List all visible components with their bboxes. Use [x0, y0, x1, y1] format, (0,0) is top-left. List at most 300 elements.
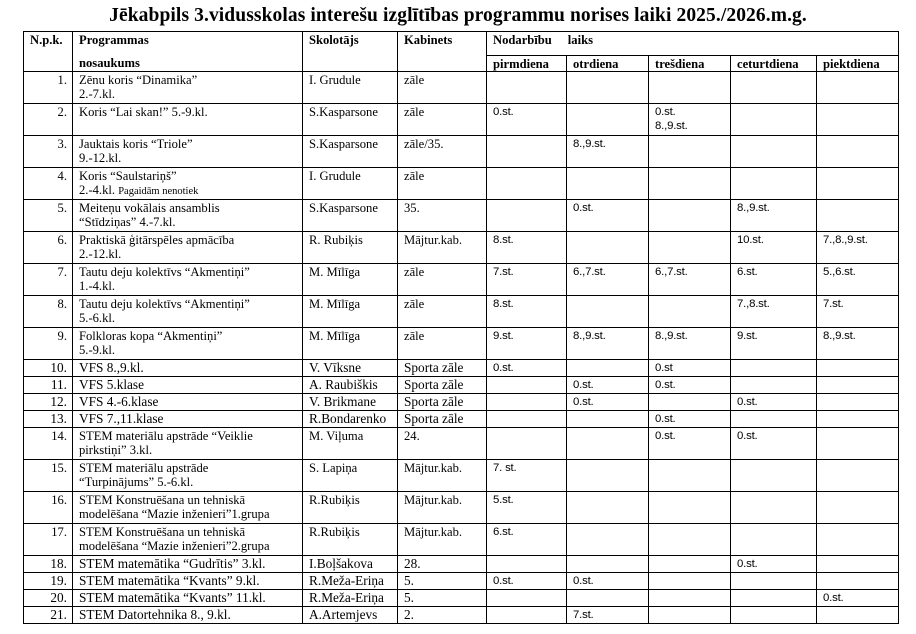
time-cell-thursday [731, 460, 817, 492]
time-cell-monday [487, 168, 567, 200]
lesson-time: 8.,9.st. [655, 330, 688, 342]
program-name-line1: STEM Konstruēšana un tehniskā [79, 493, 246, 507]
program-name-line1: STEM Konstruēšana un tehniskā [79, 525, 246, 539]
table-row [24, 136, 899, 168]
teacher-name: M. Viļuma [303, 428, 398, 460]
time-cell-monday [487, 556, 567, 573]
teacher-name: A. Raubiškis [303, 377, 398, 394]
table-row [24, 492, 899, 524]
program-name-line1: STEM matemātika “Kvants” 9.kl. [79, 573, 260, 588]
time-cell-tuesday [567, 394, 649, 411]
row-number: 17. [24, 524, 73, 556]
time-cell-friday [817, 360, 899, 377]
time-cell-tuesday [567, 492, 649, 524]
program-name-line1: Zēnu koris “Dinamika” [79, 73, 198, 87]
teacher-name: R. Rubiķis [303, 232, 398, 264]
time-cell-friday [817, 607, 899, 624]
time-cell-thursday [731, 394, 817, 411]
header-day-tuesday: otrdiena [567, 56, 649, 72]
time-cell-friday [817, 104, 899, 136]
row-number: 1. [24, 72, 73, 104]
time-cell-wednesday [649, 394, 731, 411]
time-cell-monday [487, 411, 567, 428]
lesson-time: 0.st. [655, 379, 676, 391]
lesson-time: 7.,8.st. [737, 298, 770, 310]
program-name-line1: STEM materiālu apstrāde [79, 461, 209, 475]
lesson-time: 5.st. [493, 494, 514, 506]
header-day-monday: pirmdiena [487, 56, 567, 72]
time-cell-monday [487, 492, 567, 524]
time-cell-friday [817, 72, 899, 104]
lesson-time: 10.st. [737, 234, 764, 246]
program-name [73, 607, 303, 624]
time-cell-tuesday [567, 264, 649, 296]
program-name-line1: VFS 8.,9.kl. [79, 360, 144, 375]
table-row [24, 460, 899, 492]
header-row-top [24, 32, 899, 56]
time-cell-friday [817, 377, 899, 394]
table-row [24, 200, 899, 232]
teacher-name: V. Brikmane [303, 394, 398, 411]
program-name-line1: Jauktais koris “Triole” [79, 137, 193, 151]
lesson-time: 0.st. [823, 592, 844, 604]
time-cell-wednesday [649, 492, 731, 524]
time-cell-monday [487, 524, 567, 556]
time-cell-monday [487, 296, 567, 328]
teacher-name: R.Meža-Eriņa [303, 590, 398, 607]
time-cell-tuesday [567, 104, 649, 136]
program-name-line2: pirkstiņi” 3.kl. [79, 443, 153, 457]
time-cell-friday [817, 428, 899, 460]
time-cell-thursday [731, 168, 817, 200]
lesson-time: 8.st. [493, 234, 514, 246]
lesson-time: 7.st. [823, 298, 844, 310]
row-number: 12. [24, 394, 73, 411]
table-row [24, 168, 899, 200]
lesson-time: 8.,9.st. [737, 202, 770, 214]
program-name-line1: VFS 4.-6.klase [79, 394, 159, 409]
time-cell-friday [817, 573, 899, 590]
time-cell-wednesday [649, 411, 731, 428]
lesson-time: 0.st. [737, 396, 758, 408]
time-cell-thursday [731, 590, 817, 607]
time-cell-tuesday [567, 428, 649, 460]
lesson-time: 8.,9.st. [655, 120, 688, 132]
lesson-time: 7.st. [573, 609, 594, 621]
row-number: 21. [24, 607, 73, 624]
room-name: Mājtur.kab. [398, 492, 487, 524]
program-name-line1: STEM Datortehnika 8., 9.kl. [79, 607, 231, 622]
time-cell-friday [817, 411, 899, 428]
time-cell-wednesday [649, 72, 731, 104]
program-name [73, 428, 303, 460]
time-cell-thursday [731, 524, 817, 556]
lesson-time: 8.,9.st. [573, 330, 606, 342]
room-name: zāle [398, 328, 487, 360]
program-name [73, 168, 303, 200]
program-name-line1: STEM matemātika “Gudrītis” 3.kl. [79, 556, 266, 571]
table-row [24, 72, 899, 104]
time-cell-friday [817, 264, 899, 296]
program-name-line1: VFS 7.,11.klase [79, 411, 164, 426]
room-name: 2. [398, 607, 487, 624]
time-cell-thursday [731, 72, 817, 104]
table-row [24, 264, 899, 296]
room-name: 35. [398, 200, 487, 232]
row-number: 11. [24, 377, 73, 394]
program-name-line1: STEM materiālu apstrāde “Veiklie [79, 429, 253, 443]
time-cell-thursday [731, 492, 817, 524]
room-name: zāle [398, 264, 487, 296]
time-cell-tuesday [567, 72, 649, 104]
time-cell-thursday [731, 556, 817, 573]
time-cell-tuesday [567, 232, 649, 264]
time-cell-friday [817, 296, 899, 328]
lesson-time: 9.st. [737, 330, 758, 342]
room-name: Sporta zāle [398, 360, 487, 377]
header-program-line2: nosaukums [79, 56, 140, 70]
time-cell-wednesday [649, 460, 731, 492]
program-name-line2: 2.-7.kl. [79, 87, 116, 101]
teacher-name: S.Kasparsone [303, 136, 398, 168]
time-cell-wednesday [649, 232, 731, 264]
program-name [73, 360, 303, 377]
schedule-body [24, 72, 899, 624]
program-name [73, 460, 303, 492]
row-number: 19. [24, 573, 73, 590]
lesson-time: 6.,7.st. [655, 266, 688, 278]
table-row [24, 377, 899, 394]
lesson-time: 5.,6.st. [823, 266, 856, 278]
program-note: Pagaidām nenotiek [118, 186, 199, 197]
program-name [73, 136, 303, 168]
program-name [73, 377, 303, 394]
time-cell-wednesday [649, 607, 731, 624]
table-row [24, 296, 899, 328]
document-title: Jēkabpils 3.vidusskolas interešu izglītības programmu norises laiki 2025./2026.m.g. [109, 5, 807, 26]
time-cell-friday [817, 168, 899, 200]
row-number: 7. [24, 264, 73, 296]
program-name [73, 411, 303, 428]
time-cell-thursday [731, 428, 817, 460]
room-name: 5. [398, 573, 487, 590]
teacher-name: S.Kasparsone [303, 200, 398, 232]
row-number: 8. [24, 296, 73, 328]
header-room: Kabinets [398, 32, 487, 72]
row-number: 18. [24, 556, 73, 573]
time-cell-wednesday [649, 328, 731, 360]
room-name: zāle [398, 72, 487, 104]
time-cell-wednesday [649, 264, 731, 296]
time-cell-monday [487, 232, 567, 264]
header-time-group [487, 32, 899, 56]
row-number: 15. [24, 460, 73, 492]
table-row [24, 328, 899, 360]
row-number: 2. [24, 104, 73, 136]
time-cell-friday [817, 232, 899, 264]
program-name [73, 72, 303, 104]
header-num: N.p.k. [24, 32, 73, 72]
teacher-name: M. Mīlīga [303, 264, 398, 296]
program-name [73, 556, 303, 573]
lesson-time: 0.st. [573, 379, 594, 391]
lesson-time: 0.st. [573, 575, 594, 587]
room-name: Mājtur.kab. [398, 524, 487, 556]
time-cell-tuesday [567, 607, 649, 624]
header-time-word1: Nodarbību [493, 33, 552, 47]
teacher-name: M. Mīlīga [303, 328, 398, 360]
teacher-name: R.Rubiķis [303, 492, 398, 524]
teacher-name: R.Bondarenko [303, 411, 398, 428]
room-name: zāle/35. [398, 136, 487, 168]
teacher-name: I.Boļšakova [303, 556, 398, 573]
program-name [73, 296, 303, 328]
room-name: Sporta zāle [398, 411, 487, 428]
time-cell-tuesday [567, 136, 649, 168]
time-cell-wednesday [649, 377, 731, 394]
time-cell-monday [487, 360, 567, 377]
teacher-name: S.Kasparsone [303, 104, 398, 136]
program-name-line1: STEM matemātika “Kvants” 11.kl. [79, 590, 266, 605]
row-number: 10. [24, 360, 73, 377]
teacher-name: V. Vīksne [303, 360, 398, 377]
program-name-line1: VFS 5.klase [79, 377, 145, 392]
header-day-friday: piektdiena [817, 56, 899, 72]
time-cell-monday [487, 136, 567, 168]
lesson-time: 8.st. [493, 298, 514, 310]
time-cell-thursday [731, 264, 817, 296]
time-cell-monday [487, 394, 567, 411]
program-name-line2: 2.-12.kl. [79, 247, 122, 261]
time-cell-friday [817, 394, 899, 411]
time-cell-friday [817, 556, 899, 573]
lesson-time: 6.st. [493, 526, 514, 538]
room-name: Sporta zāle [398, 377, 487, 394]
lesson-time: 8.,9.st. [573, 138, 606, 150]
program-name-line2: 2.-4.kl. Pagaidām nenotiek [79, 183, 199, 197]
row-number: 9. [24, 328, 73, 360]
row-number: 20. [24, 590, 73, 607]
table-row [24, 394, 899, 411]
time-cell-wednesday [649, 573, 731, 590]
program-name-line1: Praktiskā ģitārspēles apmācība [79, 233, 235, 247]
table-row [24, 411, 899, 428]
time-cell-thursday [731, 328, 817, 360]
row-number: 4. [24, 168, 73, 200]
time-cell-thursday [731, 136, 817, 168]
time-cell-friday [817, 524, 899, 556]
header-program [73, 32, 303, 72]
header-day-wednesday: trešdiena [649, 56, 731, 72]
program-name-line1: Koris “Saulstariņš” [79, 169, 177, 183]
time-cell-tuesday [567, 590, 649, 607]
lesson-time: 0.st. [655, 106, 676, 118]
time-cell-monday [487, 573, 567, 590]
time-cell-friday [817, 492, 899, 524]
lesson-time: 0.st. [493, 106, 514, 118]
lesson-time: 0.st. [655, 413, 676, 425]
time-cell-wednesday [649, 556, 731, 573]
teacher-name: R.Rubiķis [303, 524, 398, 556]
time-cell-friday [817, 460, 899, 492]
lesson-time: 9.st. [493, 330, 514, 342]
program-name-line2: modelēšana “Mazie inženieri”2.grupa [79, 539, 270, 553]
time-cell-tuesday [567, 377, 649, 394]
time-cell-friday [817, 328, 899, 360]
time-cell-thursday [731, 360, 817, 377]
lesson-time: 0.st. [493, 575, 514, 587]
header-program-line1: Programmas [79, 33, 149, 47]
time-cell-tuesday [567, 524, 649, 556]
program-name [73, 232, 303, 264]
time-cell-friday [817, 136, 899, 168]
time-cell-tuesday [567, 200, 649, 232]
lesson-time: 0.st [655, 362, 673, 374]
program-name [73, 328, 303, 360]
room-name: 28. [398, 556, 487, 573]
table-row [24, 607, 899, 624]
time-cell-monday [487, 607, 567, 624]
time-cell-thursday [731, 377, 817, 394]
program-name [73, 492, 303, 524]
lesson-time: 6.,7.st. [573, 266, 606, 278]
row-number: 14. [24, 428, 73, 460]
room-name: Mājtur.kab. [398, 232, 487, 264]
program-name-line1: Koris “Lai skan!” 5.-9.kl. [79, 105, 208, 119]
time-cell-tuesday [567, 360, 649, 377]
room-name: 5. [398, 590, 487, 607]
time-cell-friday [817, 200, 899, 232]
time-cell-friday [817, 590, 899, 607]
time-cell-monday [487, 377, 567, 394]
time-cell-wednesday [649, 200, 731, 232]
time-cell-tuesday [567, 328, 649, 360]
lesson-time: 0.st. [655, 430, 676, 442]
program-name-line2: 9.-12.kl. [79, 151, 122, 165]
program-name [73, 394, 303, 411]
room-name: Sporta zāle [398, 394, 487, 411]
time-cell-monday [487, 104, 567, 136]
time-cell-thursday [731, 607, 817, 624]
room-name: zāle [398, 296, 487, 328]
lesson-time: 7.st. [493, 266, 514, 278]
program-name-line2: modelēšana “Mazie inženieri”1.grupa [79, 507, 270, 521]
table-row [24, 428, 899, 460]
table-row [24, 360, 899, 377]
header-day-thursday: ceturtdiena [731, 56, 817, 72]
lesson-time: 0.st. [573, 202, 594, 214]
time-cell-monday [487, 72, 567, 104]
program-name-line1: Tautu deju kolektīvs “Akmentiņi” [79, 265, 250, 279]
table-row [24, 104, 899, 136]
time-cell-tuesday [567, 556, 649, 573]
program-name [73, 524, 303, 556]
header-teacher: Skolotājs [303, 32, 398, 72]
time-cell-monday [487, 590, 567, 607]
room-name: zāle [398, 104, 487, 136]
lesson-time: 7.,8.,9.st. [823, 234, 868, 246]
teacher-name: S. Lapiņa [303, 460, 398, 492]
table-row [24, 573, 899, 590]
time-cell-monday [487, 200, 567, 232]
time-cell-thursday [731, 232, 817, 264]
lesson-time: 0.st. [737, 558, 758, 570]
time-cell-wednesday [649, 524, 731, 556]
lesson-time: 7. st. [493, 462, 517, 474]
schedule-table [23, 31, 899, 624]
time-cell-thursday [731, 573, 817, 590]
row-number: 3. [24, 136, 73, 168]
time-cell-monday [487, 428, 567, 460]
room-name: 24. [398, 428, 487, 460]
time-cell-monday [487, 328, 567, 360]
program-name [73, 573, 303, 590]
header-time-word2: laiks [567, 33, 593, 47]
table-row [24, 556, 899, 573]
time-cell-monday [487, 264, 567, 296]
program-name-line1: Tautu deju kolektīvs “Akmentiņi” [79, 297, 250, 311]
time-cell-wednesday [649, 428, 731, 460]
lesson-time: 8.,9.st. [823, 330, 856, 342]
lesson-time: 0.st. [493, 362, 514, 374]
program-name [73, 104, 303, 136]
program-name-line2: “Turpinājums” 5.-6.kl. [79, 475, 194, 489]
program-name-line2: 1.-4.kl. [79, 279, 116, 293]
time-cell-wednesday [649, 296, 731, 328]
row-number: 13. [24, 411, 73, 428]
time-cell-tuesday [567, 168, 649, 200]
time-cell-tuesday [567, 460, 649, 492]
time-cell-monday [487, 460, 567, 492]
time-cell-thursday [731, 200, 817, 232]
teacher-name: A.Artemjevs [303, 607, 398, 624]
table-row [24, 232, 899, 264]
row-number: 6. [24, 232, 73, 264]
lesson-time: 0.st. [573, 396, 594, 408]
lesson-time: 6.st. [737, 266, 758, 278]
time-cell-wednesday [649, 360, 731, 377]
time-cell-thursday [731, 411, 817, 428]
teacher-name: R.Meža-Eriņa [303, 573, 398, 590]
lesson-time: 0.st. [737, 430, 758, 442]
program-name-line1: Folkloras kopa “Akmentiņi” [79, 329, 223, 343]
program-name [73, 264, 303, 296]
teacher-name: M. Mīlīga [303, 296, 398, 328]
row-number: 5. [24, 200, 73, 232]
program-name [73, 200, 303, 232]
teacher-name: I. Grudule [303, 72, 398, 104]
time-cell-wednesday [649, 590, 731, 607]
row-number: 16. [24, 492, 73, 524]
time-cell-wednesday [649, 136, 731, 168]
time-cell-tuesday [567, 296, 649, 328]
table-row [24, 524, 899, 556]
program-name-line1: Meiteņu vokālais ansamblis [79, 201, 220, 215]
program-name-line2: 5.-9.kl. [79, 343, 116, 357]
time-cell-tuesday [567, 573, 649, 590]
time-cell-thursday [731, 104, 817, 136]
program-name-line2: 5.-6.kl. [79, 311, 116, 325]
time-cell-wednesday [649, 104, 731, 136]
table-row [24, 590, 899, 607]
program-name-line2: “Stīdziņas” 4.-7.kl. [79, 215, 176, 229]
time-cell-thursday [731, 296, 817, 328]
room-name: zāle [398, 168, 487, 200]
time-cell-tuesday [567, 411, 649, 428]
program-name [73, 590, 303, 607]
room-name: Mājtur.kab. [398, 460, 487, 492]
time-cell-wednesday [649, 168, 731, 200]
